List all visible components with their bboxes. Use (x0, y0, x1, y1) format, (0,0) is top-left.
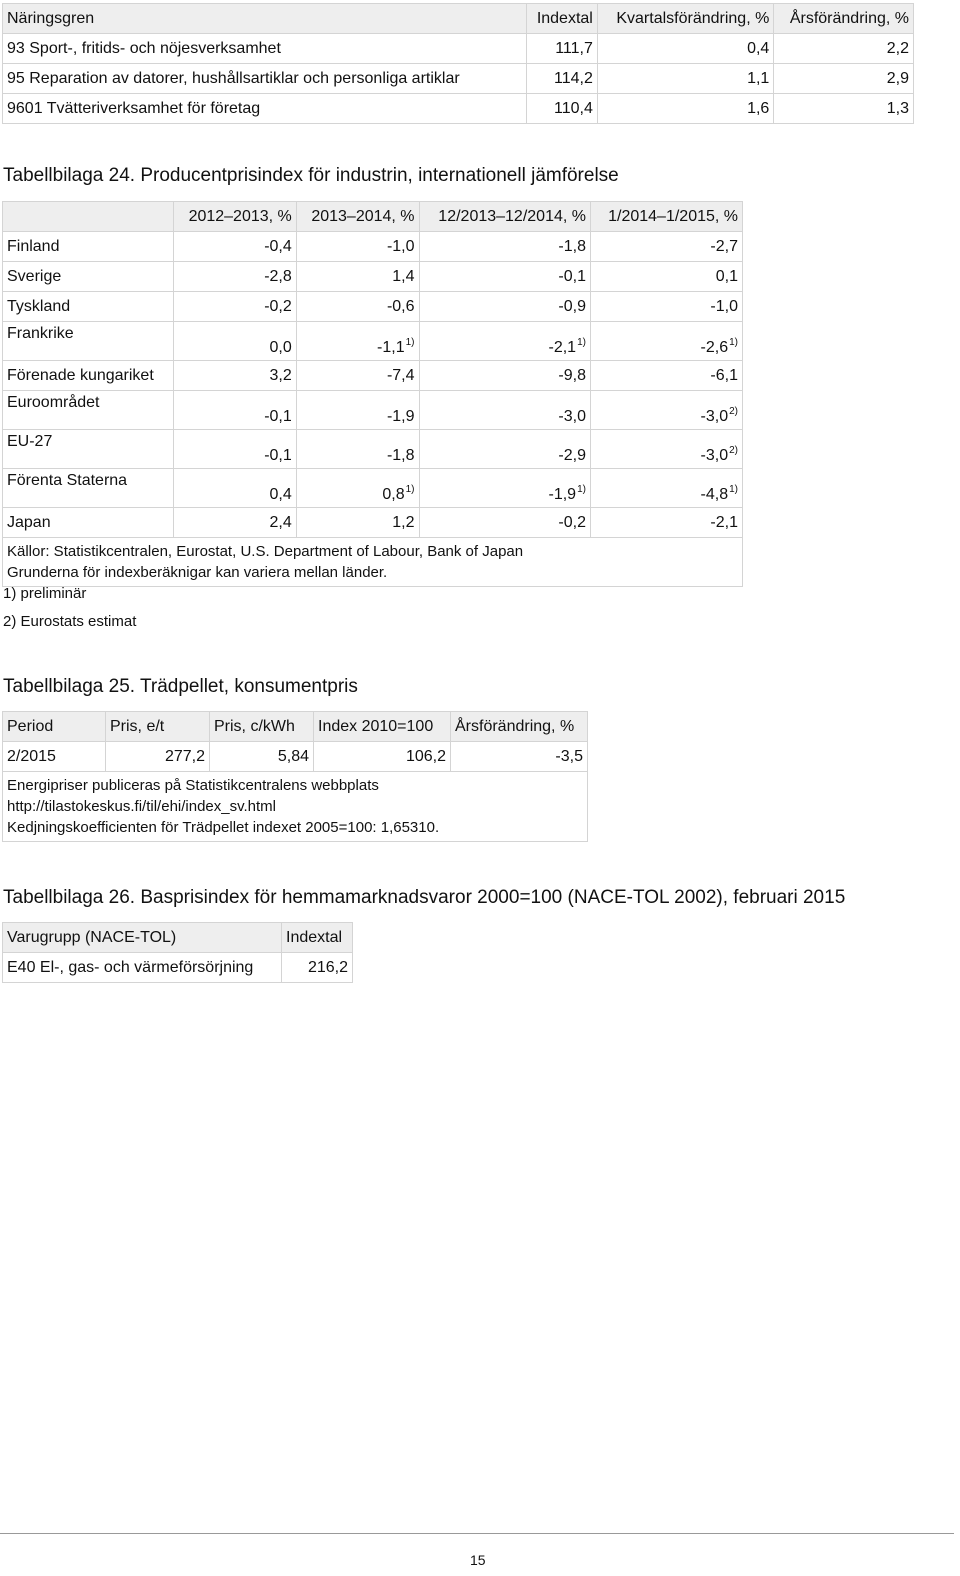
table-row (3, 469, 743, 508)
column-header: Pris, e/t (106, 712, 210, 742)
value-cell (174, 391, 297, 430)
value-cell (419, 391, 590, 430)
value-cell (296, 361, 419, 391)
footnote-marker: 1) (405, 337, 415, 348)
footnote-marker: 1) (729, 484, 738, 495)
table-row (3, 322, 743, 361)
source-cell (3, 538, 743, 587)
value-text: -0,1 (264, 447, 292, 464)
value-text: -3,0 (558, 408, 586, 425)
table-cell: 106,2 (314, 742, 451, 772)
value-cell (174, 232, 297, 262)
note-text: Kedjningskoefficienten för Trädpellet indexet 2005=100: 1,65310. (7, 819, 440, 836)
table-cell: E40 El-, gas- och värmeförsörjning (3, 953, 282, 983)
value-cell (419, 361, 590, 391)
country-cell: EU-27 (3, 430, 174, 469)
value-cell (590, 322, 742, 361)
value-text: -1,9 (386, 408, 415, 425)
column-header: 2013–2014, % (296, 202, 419, 232)
note-text: Energipriser publiceras på Statistikcentralens webbplats (7, 777, 379, 794)
table-cell: 110,4 (527, 94, 598, 124)
table-row (3, 361, 743, 391)
column-header: Indextal (282, 923, 353, 953)
value-text: -0,2 (264, 297, 292, 315)
table-cell: 1,3 (774, 94, 914, 124)
value-cell (296, 508, 419, 538)
section-title-25: Tabellbilaga 25. Trädpellet, konsumentpris (3, 676, 358, 697)
table-row (3, 34, 914, 64)
table-row (3, 391, 743, 430)
value-cell (296, 232, 419, 262)
value-text: -1,8 (386, 447, 415, 464)
value-text: -6,1 (710, 366, 738, 384)
table-26 (2, 922, 353, 983)
column-header: Index 2010=100 (314, 712, 451, 742)
value-cell (590, 262, 742, 292)
footnote-marker: 1) (577, 484, 586, 495)
footnote-marker: 1) (405, 484, 415, 495)
value-cell (296, 292, 419, 322)
column-header: Period (3, 712, 106, 742)
value-text: 2,4 (269, 513, 292, 531)
country-cell: Euroområdet (3, 391, 174, 430)
value-text: -1,1 (377, 339, 405, 356)
table-row (3, 232, 743, 262)
value-text: 3,2 (269, 366, 292, 384)
value-cell (590, 508, 742, 538)
table-row (3, 262, 743, 292)
table-cell: 111,7 (527, 34, 598, 64)
value-text: -0,4 (264, 237, 292, 255)
table-cell: 95 Reparation av datorer, hushållsartiklar och personliga artiklar (3, 64, 527, 94)
table-header-row (3, 202, 743, 232)
table-25 (2, 711, 588, 842)
country-cell: Finland (3, 232, 174, 262)
value-cell (590, 430, 742, 469)
value-text: -0,9 (558, 297, 586, 315)
value-cell (174, 430, 297, 469)
table-row (3, 508, 743, 538)
source-text: Källor: Statistikcentralen, Eurostat, U.S. Department of Labour, Bank of Japan (7, 543, 524, 560)
value-text: 0,4 (269, 486, 292, 503)
table-cell: 5,84 (210, 742, 314, 772)
column-header: Årsförändring, % (451, 712, 588, 742)
table-header-row (3, 4, 914, 34)
footnote-eurostat: 2) Eurostats estimat (3, 613, 137, 630)
value-text: 1,2 (392, 513, 415, 531)
value-text: -2,1 (710, 513, 738, 531)
page-number: 15 (470, 1552, 486, 1568)
value-cell (174, 361, 297, 391)
note-row (3, 772, 588, 842)
table-row (3, 292, 743, 322)
table-row (3, 64, 914, 94)
value-text: -1,8 (558, 237, 586, 255)
value-cell (296, 262, 419, 292)
value-cell (419, 508, 590, 538)
value-text: -0,2 (558, 513, 586, 531)
value-cell (590, 232, 742, 262)
table-cell: 1,1 (597, 64, 773, 94)
table-row (3, 94, 914, 124)
value-cell (174, 469, 297, 508)
country-cell: Förenade kungariket (3, 361, 174, 391)
value-text: -2,6 (700, 339, 729, 356)
footnote-marker: 1) (729, 337, 738, 348)
footnote-marker: 2) (729, 445, 738, 456)
column-header: Kvartalsförändring, % (597, 4, 773, 34)
value-cell (174, 322, 297, 361)
value-cell (419, 262, 590, 292)
section-title-24: Tabellbilaga 24. Producentprisindex för industrin, internationell jämförelse (3, 165, 619, 186)
value-cell (590, 469, 742, 508)
value-text: -1,0 (710, 297, 738, 315)
value-text: -3,0 (700, 447, 729, 464)
value-cell (296, 391, 419, 430)
value-text: 0,0 (269, 339, 292, 356)
footnote-marker: 1) (577, 337, 586, 348)
value-text: -2,9 (558, 447, 586, 464)
value-cell (296, 469, 419, 508)
value-cell (296, 322, 419, 361)
column-header: Pris, c/kWh (210, 712, 314, 742)
country-cell: Japan (3, 508, 174, 538)
note-cell (3, 772, 588, 842)
table-row (3, 430, 743, 469)
value-text: -3,0 (700, 408, 729, 425)
table-cell: 277,2 (106, 742, 210, 772)
value-cell (174, 292, 297, 322)
table-cell: 2,2 (774, 34, 914, 64)
value-cell (590, 292, 742, 322)
table-header-row (3, 712, 588, 742)
table-top (2, 3, 914, 124)
table-24 (2, 201, 743, 587)
column-header: 1/2014–1/2015, % (590, 202, 742, 232)
value-text: -2,8 (264, 267, 292, 285)
value-cell (419, 322, 590, 361)
note-link[interactable]: http://tilastokeskus.fi/til/ehi/index_sv.html (7, 798, 277, 815)
table-row (3, 742, 588, 772)
value-cell (590, 361, 742, 391)
table-cell: 93 Sport-, fritids- och nöjesverksamhet (3, 34, 527, 64)
column-header: Varugrupp (NACE-TOL) (3, 923, 282, 953)
value-text: -0,1 (264, 408, 292, 425)
table-cell: 2,9 (774, 64, 914, 94)
footnote-preliminary: 1) preliminär (3, 585, 87, 602)
country-cell: Tyskland (3, 292, 174, 322)
value-text: 0,1 (715, 267, 738, 285)
country-cell: Förenta Staterna (3, 469, 174, 508)
value-text: 1,4 (392, 267, 415, 285)
country-cell: Sverige (3, 262, 174, 292)
value-text: -2,1 (548, 339, 577, 356)
value-text: -2,7 (710, 237, 738, 255)
value-cell (174, 262, 297, 292)
table-cell: 0,4 (597, 34, 773, 64)
table-cell: 1,6 (597, 94, 773, 124)
value-text: -1,0 (386, 237, 415, 255)
column-header: 2012–2013, % (174, 202, 297, 232)
column-header: Årsförändring, % (774, 4, 914, 34)
table-cell: 216,2 (282, 953, 353, 983)
value-text: -0,6 (386, 297, 415, 315)
footnote-marker: 2) (729, 406, 738, 417)
column-header: 12/2013–12/2014, % (419, 202, 590, 232)
value-cell (174, 508, 297, 538)
value-text: 0,8 (382, 486, 405, 503)
column-header (3, 202, 174, 232)
column-header: Näringsgren (3, 4, 527, 34)
table-row (3, 953, 353, 983)
table-cell: 2/2015 (3, 742, 106, 772)
value-text: -9,8 (558, 366, 586, 384)
value-text: -0,1 (558, 267, 586, 285)
source-note: Grunderna för indexberäknigar kan variera mellan länder. (7, 564, 388, 581)
source-row (3, 538, 743, 587)
table-cell: -3,5 (451, 742, 588, 772)
table-header-row (3, 923, 353, 953)
table-24-body (3, 232, 743, 538)
value-cell (590, 391, 742, 430)
value-text: -1,9 (548, 486, 577, 503)
table-cell: 9601 Tvätteriverksamhet för företag (3, 94, 527, 124)
footer-divider (0, 1533, 954, 1534)
column-header: Indextal (527, 4, 598, 34)
value-cell (419, 292, 590, 322)
value-text: -4,8 (700, 486, 729, 503)
value-cell (419, 232, 590, 262)
value-text: -7,4 (386, 366, 415, 384)
country-cell: Frankrike (3, 322, 174, 361)
section-title-26: Tabellbilaga 26. Basprisindex för hemmamarknadsvaror 2000=100 (NACE-TOL 2002), februari 2015 (3, 887, 846, 908)
value-cell (296, 430, 419, 469)
table-cell: 114,2 (527, 64, 598, 94)
value-cell (419, 430, 590, 469)
value-cell (419, 469, 590, 508)
